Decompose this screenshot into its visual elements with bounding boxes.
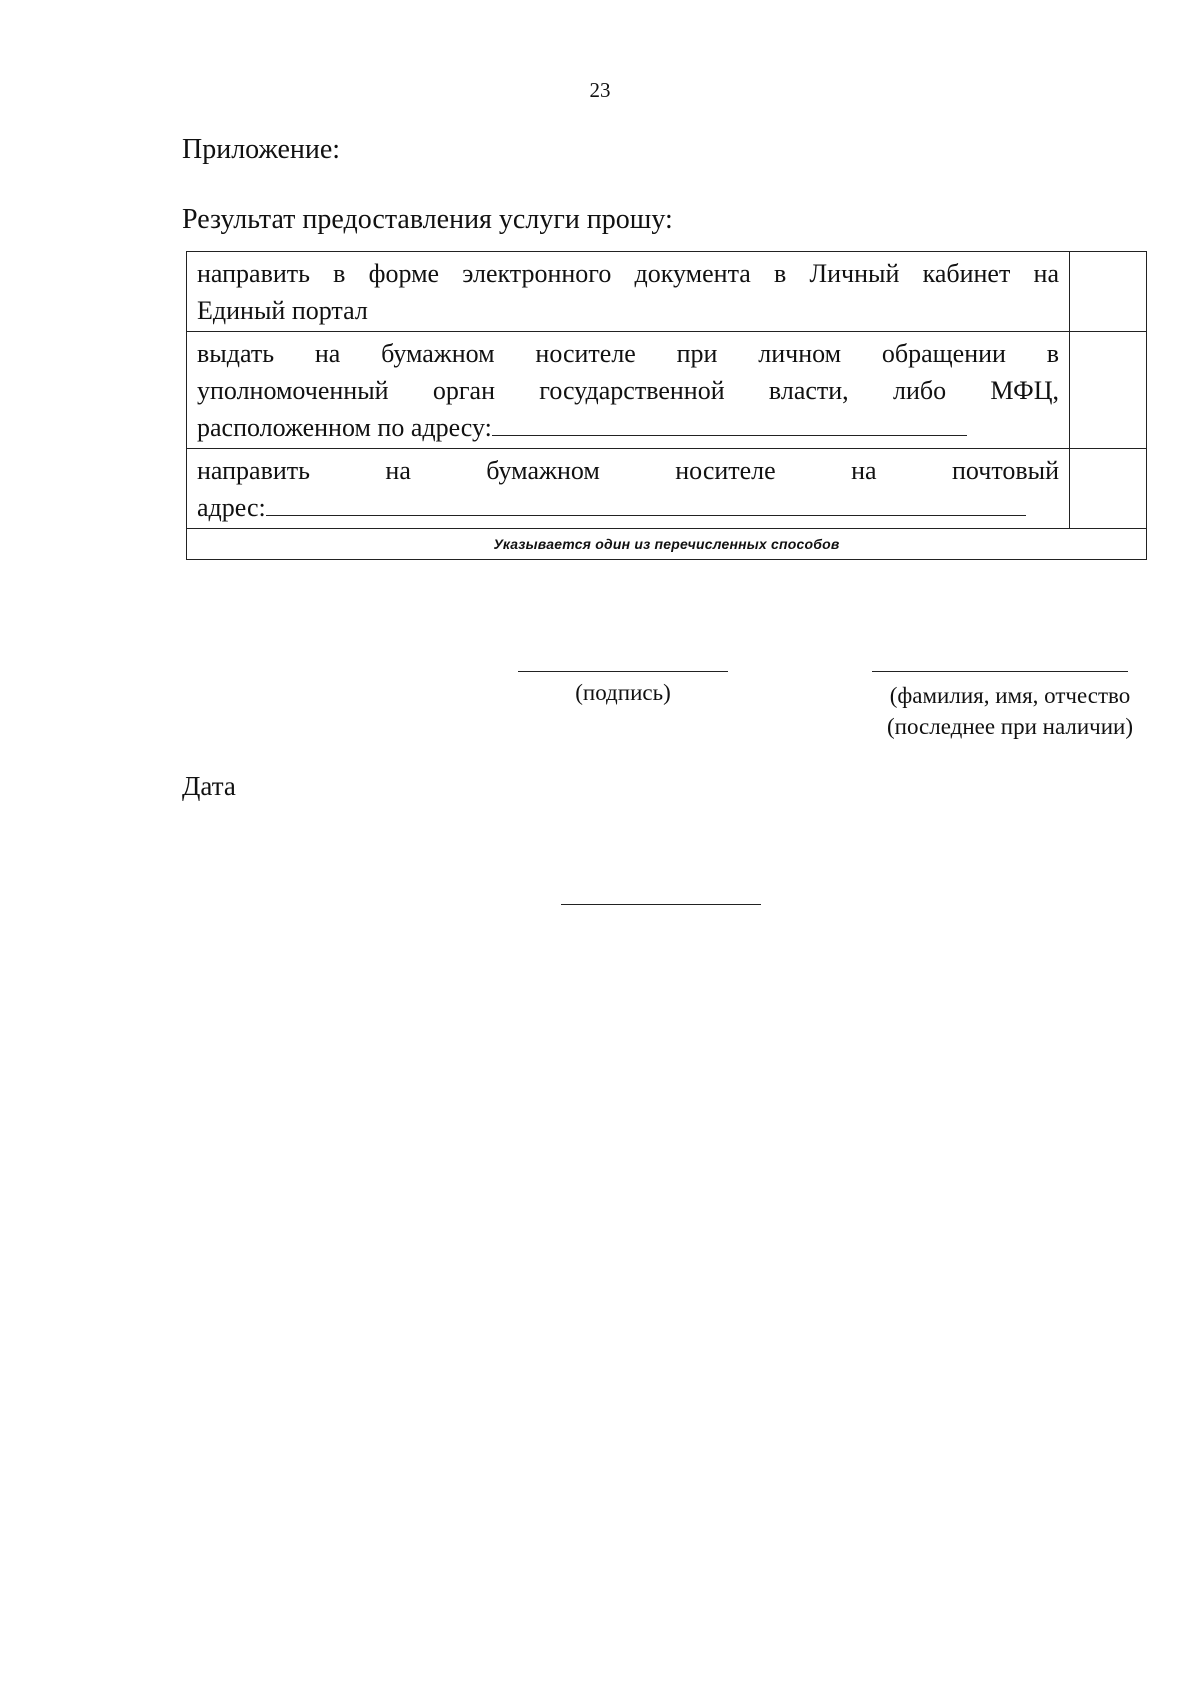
option-checkbox-in-person[interactable] <box>1070 332 1147 449</box>
option-line: Единый портал <box>197 296 368 325</box>
option-line: направить в форме электронного документа в Личный кабинет на <box>197 259 1059 288</box>
option-row-electronic <box>187 252 1147 332</box>
fullname-caption-line2: (последнее при наличии) <box>886 714 1134 739</box>
address-fill-line[interactable] <box>492 409 967 436</box>
attachment-label: Приложение: <box>182 134 341 165</box>
page-number: 23 <box>589 78 611 102</box>
date-line[interactable] <box>561 904 761 905</box>
delivery-options-table <box>186 251 1147 560</box>
signature-line[interactable] <box>518 671 728 672</box>
fullname-line[interactable] <box>872 671 1128 672</box>
option-text-postal <box>187 449 1070 529</box>
option-row-postal <box>187 449 1147 529</box>
note-row <box>187 529 1147 560</box>
option-text-electronic <box>187 252 1070 332</box>
option-line: расположенном по адресу: <box>197 413 492 442</box>
request-label: Результат предоставления услуги прошу: <box>182 204 673 235</box>
postal-address-fill-line[interactable] <box>266 489 1026 516</box>
option-line: направить на бумажном носителе на почтовый <box>197 456 1059 485</box>
fullname-caption-line1: (фамилия, имя, отчество <box>889 683 1131 708</box>
option-text-in-person <box>187 332 1070 449</box>
signature-caption: (подпись) <box>575 680 671 705</box>
option-line: уполномоченный орган государственной власти, либо МФЦ, <box>197 376 1059 405</box>
fullname-caption <box>860 680 1160 742</box>
note-text: Указывается один из перечисленных способов <box>187 529 1147 560</box>
option-line: выдать на бумажном носителе при личном обращении в <box>197 339 1059 368</box>
option-row-in-person <box>187 332 1147 449</box>
date-label: Дата <box>182 771 236 801</box>
option-checkbox-postal[interactable] <box>1070 449 1147 529</box>
option-checkbox-electronic[interactable] <box>1070 252 1147 332</box>
option-line: адрес: <box>197 493 266 522</box>
